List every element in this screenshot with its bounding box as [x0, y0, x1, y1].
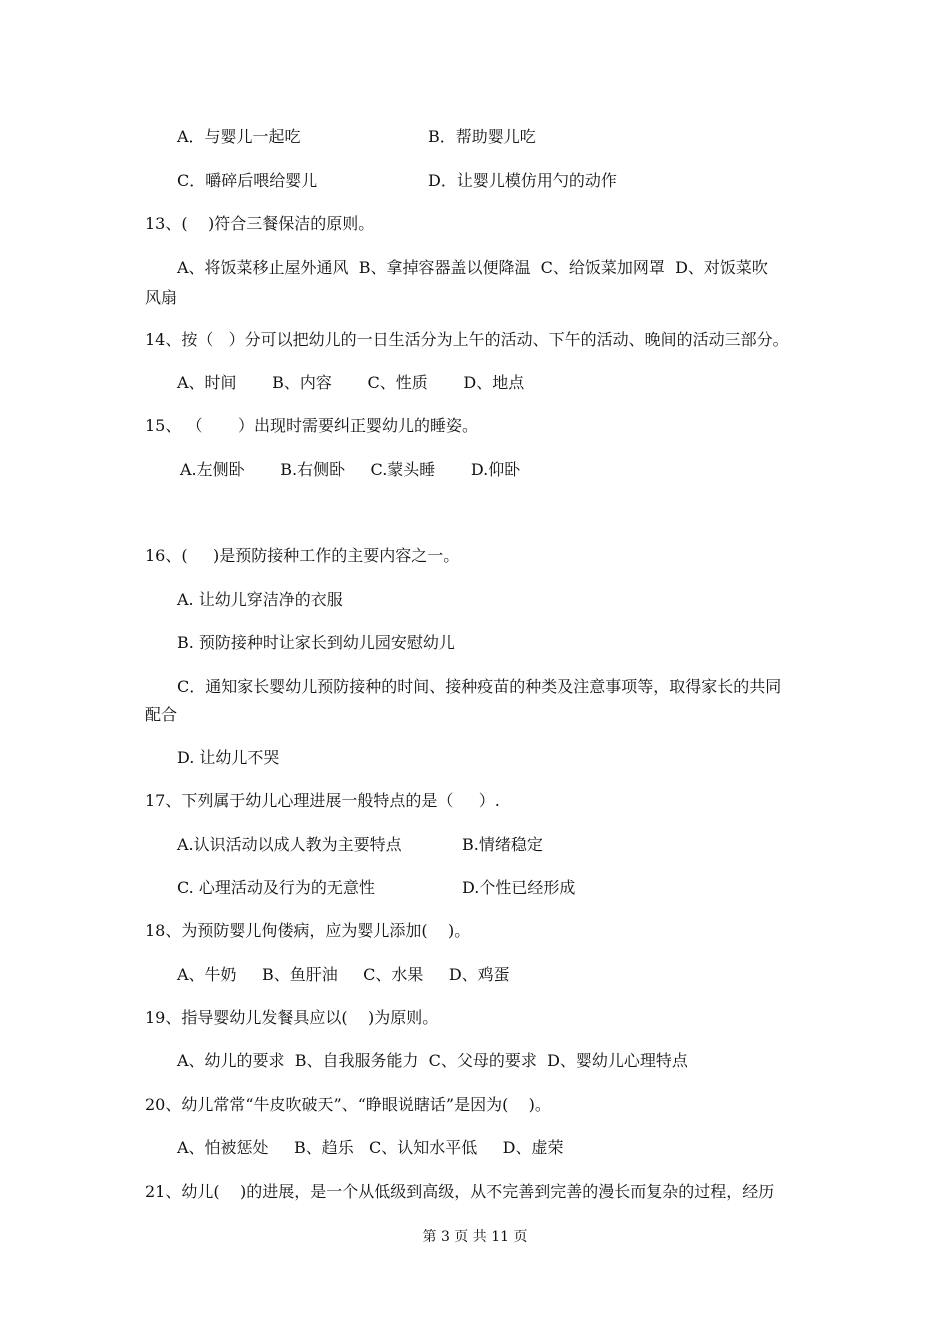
q16-option-d: D. 让幼儿不哭 — [177, 748, 280, 767]
q15-options: A.左侧卧 B.右侧卧 C.蒙头睡 D.仰卧 — [180, 460, 521, 479]
q12-option-a: A．与婴儿一起吃 — [177, 127, 301, 146]
q19-options: A、幼儿的要求 B、自我服务能力 C、父母的要求 D、婴幼儿心理特点 — [177, 1051, 688, 1070]
q13-options: A、将饭菜移止屋外通风 B、拿掉容器盖以便降温 C、给饭菜加网罩 D、对饭菜吹 — [177, 258, 768, 277]
q19-stem: 19、指导婴幼儿发餐具应以( )为原则。 — [145, 1008, 439, 1027]
q21-stem: 21、幼儿( )的进展，是一个从低级到高级，从不完善到完善的漫长而复杂的过程，经历 — [145, 1182, 775, 1201]
q16-option-c: C．通知家长婴幼儿预防接种的时间、接种疫苗的种类及注意事项等，取得家长的共同 — [177, 677, 782, 696]
q17-option-b: B.情绪稳定 — [462, 835, 543, 854]
q17-option-a: A.认识活动以成人教为主要特点 — [177, 835, 402, 854]
q13-options-cont: 风扇 — [145, 288, 178, 307]
q18-stem: 18、为预防婴儿佝偻病，应为婴儿添加( )。 — [145, 921, 471, 940]
q16-option-b: B. 预防接种时让家长到幼儿园安慰幼儿 — [177, 633, 455, 652]
q16-option-a: A. 让幼儿穿洁净的衣服 — [177, 590, 343, 609]
q16-option-c-cont: 配合 — [145, 705, 178, 724]
q14-stem: 14、按（ ）分可以把幼儿的一日生活分为上午的活动、下午的活动、晚间的活动三部分。 — [145, 330, 789, 349]
q12-option-b: B．帮助婴儿吃 — [428, 127, 536, 146]
page-footer: 第 3 页 共 11 页 — [422, 1229, 528, 1245]
q12-option-c: C．嚼碎后喂给婴儿 — [177, 171, 318, 190]
q13-stem: 13、( )符合三餐保洁的原则。 — [145, 214, 375, 233]
q16-stem: 16、( )是预防接种工作的主要内容之一。 — [145, 546, 460, 565]
q18-options: A、牛奶 B、鱼肝油 C、水果 D、鸡蛋 — [177, 965, 510, 984]
q17-stem: 17、下列属于幼儿心理进展一般特点的是（ ）. — [145, 791, 500, 810]
q20-stem: 20、幼儿常常“牛皮吹破天”、“睁眼说瞎话”是因为( )。 — [145, 1095, 551, 1114]
q12-option-d: D．让婴儿模仿用勺的动作 — [428, 171, 617, 190]
q14-options: A、时间 B、内容 C、性质 D、地点 — [177, 373, 525, 392]
q15-stem: 15、 （ ）出现时需要纠正婴幼儿的睡姿。 — [145, 416, 479, 435]
q20-options: A、怕被惩处 B、趋乐 C、认知水平低 D、虚荣 — [177, 1138, 564, 1157]
q17-option-c: C. 心理活动及行为的无意性 — [177, 878, 375, 897]
q17-option-d: D.个性已经形成 — [462, 878, 576, 897]
